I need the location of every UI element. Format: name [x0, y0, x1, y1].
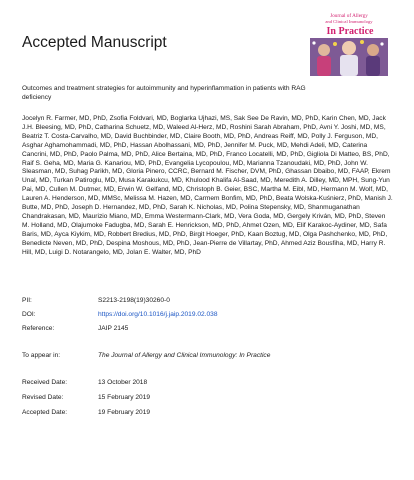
reference-value: JAIP 2145	[98, 325, 129, 332]
page-heading: Accepted Manuscript	[22, 34, 167, 51]
cover-title-line2: and Clinical Immunology	[325, 19, 373, 24]
cover-subtitle: In Practice	[326, 26, 374, 37]
article-title: Outcomes and treatment strategies for autoimmunity and hyperinflammation in patients with RAG deficiency	[22, 85, 306, 101]
accepted-date: 19 February 2019	[98, 409, 151, 416]
journal-cover-art	[302, 8, 396, 78]
pii-value: S2213-2198(19)30260-0	[98, 297, 170, 304]
appear-in-label: To appear in:	[22, 352, 61, 359]
accepted-label: Accepted Date:	[22, 409, 68, 416]
doi-label: DOI:	[22, 311, 36, 318]
revised-label: Revised Date:	[22, 394, 64, 401]
author-list: Jocelyn R. Farmer, MD, PhD, Zsofia Foldvari, MD, Boglarka Ujhazi, MS, Sak See De Ravin, MD, PhD, Karin Chen, MD, Jack J.H. Bleesing, MD, PhD, Catharina Schuetz, MD, Waleed Al-Herz, MD, Roshini Sarah Abraham, PhD, Avni Y. Joshi, MD, MS, Beatriz T. Costa-Carvalho, MD, David Buchbinder, MD, Claire Booth, MD, PhD, Andreas Reiff, MD, Polly J. Ferguson, MD, Asghar Aghamohammadi, MD, PhD, Hassan Abolhassani, MD, PhD, Jennifer M. Puck, MD, Mehdi Adeli, MD, Caterina Cancrini, MD, PhD, Paolo Palma, MD, PhD, Alice Bertaina, MD, PhD, Franco Locatelli, MD, PhD, Gigliola Di Matteo, BS, PhD, Raif S. Geha, MD, Maria G. Kanariou, MD, PhD, Evangelia Lycopoulou, MD, Marianna Tzanoudaki, MD, PhD, John W. Sleasman, MD, Suhag Parikh, MD, Gloria Pinero, CCRC, Bernard M. Fischer, DVM, PhD, Ghassan Dbaibo, MD, FAAP, Ekrem Unal, MD, Turkan Patiroglu, MD, Musa Karakukcu, MD, Khulood Khalifa Al-Saad, MD, Meredith A. Dilley, MD, MPH, Sung-Yun Pai, MD, Cullen M. Dutmer, MD, Erwin W. Gelfand, MD, Christoph B. Geier, BSC, Martha M. Eibl, MD, Hermann M. Wolf, MD, Lauren A. Henderson, MD, MMSc, Melissa M. Hazen, MD, Carmem Bonfim, MD, PhD, Beata Wolska-Kuśnierz, PhD, Manish J. Butte, MD, PhD, Joseph D. Hernandez, MD, PhD, Sarah K. Nicholas, MD, Polina Stepensky, MD, Shanmuganathan Chandrakasan, MD, Maurizio Miano, MD, Emma Westermann-Clark, MD, Vera Goda, MD, Gergely Kriván, MD, PhD, Steven M. Holland, MD, Olajumoke Fadugba, MD, Sarah E. Henrickson, MD, PhD, Ahmet Ozen, MD, Elif Karakoc-Aydiner, MD, Safa Baris, MD, Ayca Kiykim, MD, Robbert Bredius, MD, PhD, Birgit Hoeger, PhD, Kaan Boztug, MD, Olga Pashchenko, MD, PhD, Benedicte Neven, MD, PhD, Despina Moshous, MD, PhD, Jean-Pierre de Villartay, PhD, Ahmed Aziz Bousfiha, MD, Harry R. Hill, MD, Luigi D. Notarangelo, MD, Jolan E. Walter, MD, PhD	[22, 115, 393, 256]
reference-label: Reference:	[22, 325, 55, 332]
pii-label: PII:	[22, 297, 32, 304]
cover-title-line1: Journal of Allergy	[330, 13, 368, 19]
received-date: 13 October 2018	[98, 379, 148, 386]
journal-cover-thumbnail[interactable]	[302, 8, 396, 78]
doi-link[interactable]: https://doi.org/10.1016/j.jaip.2019.02.038	[98, 311, 218, 318]
journal-name: The Journal of Allergy and Clinical Immunology: In Practice	[98, 352, 271, 359]
received-label: Received Date:	[22, 379, 68, 386]
revised-date: 15 February 2019	[98, 394, 151, 401]
